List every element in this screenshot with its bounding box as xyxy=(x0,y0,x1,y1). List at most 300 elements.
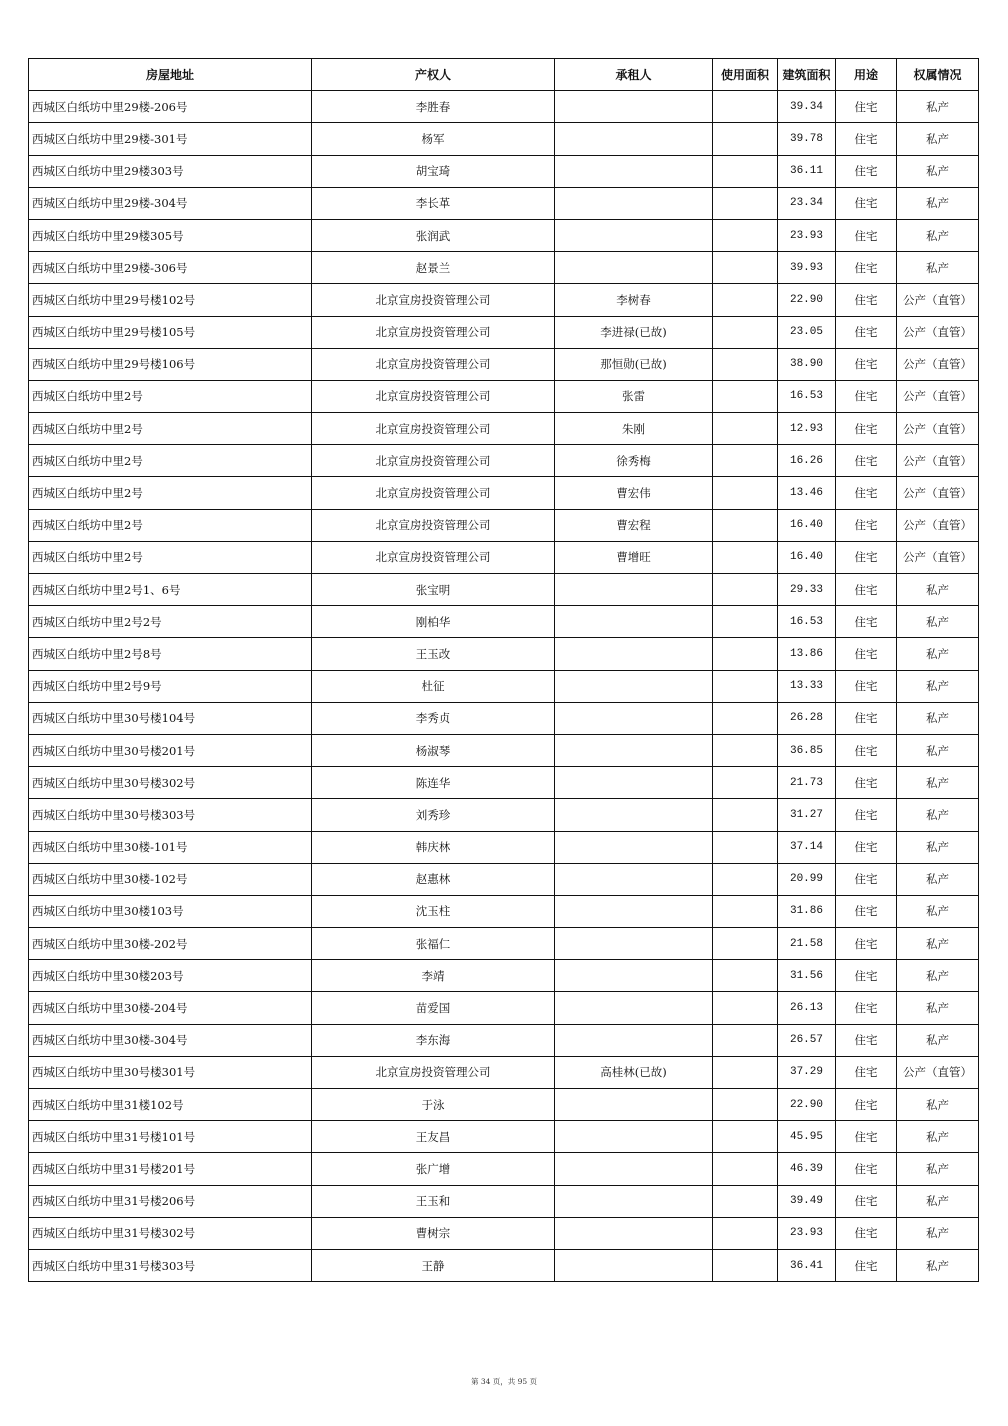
address-cell: 西城区白纸坊中里2号8号 xyxy=(29,638,312,670)
usage-cell: 住宅 xyxy=(836,413,897,445)
usage-cell: 住宅 xyxy=(836,670,897,702)
address-cell: 西城区白纸坊中里2号 xyxy=(29,541,312,573)
usable-area-cell xyxy=(713,1185,778,1217)
header-owner: 产权人 xyxy=(312,59,555,91)
tenant-cell xyxy=(555,702,713,734)
usable-area-cell xyxy=(713,992,778,1024)
header-address: 房屋地址 xyxy=(29,59,312,91)
usable-area-cell xyxy=(713,1056,778,1088)
usage-cell: 住宅 xyxy=(836,123,897,155)
address-cell: 西城区白纸坊中里30楼-202号 xyxy=(29,928,312,960)
ownership-cell: 私产 xyxy=(897,1089,979,1121)
usable-area-cell xyxy=(713,187,778,219)
tenant-cell xyxy=(555,992,713,1024)
ownership-cell: 私产 xyxy=(897,702,979,734)
header-ownership: 权属情况 xyxy=(897,59,979,91)
ownership-cell: 私产 xyxy=(897,638,979,670)
usable-area-cell xyxy=(713,831,778,863)
tenant-cell: 李树春 xyxy=(555,284,713,316)
table-row xyxy=(29,734,979,766)
usage-cell: 住宅 xyxy=(836,799,897,831)
table-row xyxy=(29,252,979,284)
address-cell: 西城区白纸坊中里2号1、6号 xyxy=(29,574,312,606)
owner-cell: 北京宣房投资管理公司 xyxy=(312,316,555,348)
ownership-cell: 私产 xyxy=(897,1153,979,1185)
owner-cell: 李靖 xyxy=(312,960,555,992)
tenant-cell xyxy=(555,155,713,187)
table-body xyxy=(29,91,979,1282)
usage-cell: 住宅 xyxy=(836,638,897,670)
usage-cell: 住宅 xyxy=(836,509,897,541)
owner-cell: 赵惠林 xyxy=(312,863,555,895)
address-cell: 西城区白纸坊中里2号 xyxy=(29,477,312,509)
building-area-cell: 16.53 xyxy=(778,380,836,412)
usage-cell: 住宅 xyxy=(836,445,897,477)
usable-area-cell xyxy=(713,928,778,960)
usable-area-cell xyxy=(713,799,778,831)
table-header-row xyxy=(29,59,979,91)
owner-cell: 韩庆林 xyxy=(312,831,555,863)
usable-area-cell xyxy=(713,670,778,702)
table-row xyxy=(29,670,979,702)
usable-area-cell xyxy=(713,316,778,348)
table-row xyxy=(29,1024,979,1056)
usable-area-cell xyxy=(713,1089,778,1121)
tenant-cell xyxy=(555,574,713,606)
tenant-cell xyxy=(555,928,713,960)
table-row xyxy=(29,284,979,316)
table-row xyxy=(29,509,979,541)
table-row xyxy=(29,638,979,670)
header-building-area: 建筑面积 xyxy=(778,59,836,91)
ownership-cell: 私产 xyxy=(897,831,979,863)
owner-cell: 北京宣房投资管理公司 xyxy=(312,445,555,477)
address-cell: 西城区白纸坊中里30楼-304号 xyxy=(29,1024,312,1056)
usable-area-cell xyxy=(713,91,778,123)
building-area-cell: 39.93 xyxy=(778,252,836,284)
owner-cell: 胡宝琦 xyxy=(312,155,555,187)
ownership-cell: 私产 xyxy=(897,187,979,219)
usable-area-cell xyxy=(713,123,778,155)
address-cell: 西城区白纸坊中里30号楼301号 xyxy=(29,1056,312,1088)
building-area-cell: 12.93 xyxy=(778,413,836,445)
table-row xyxy=(29,380,979,412)
tenant-cell: 徐秀梅 xyxy=(555,445,713,477)
owner-cell: 张广增 xyxy=(312,1153,555,1185)
tenant-cell: 曹宏程 xyxy=(555,509,713,541)
tenant-cell: 曹增旺 xyxy=(555,541,713,573)
tenant-cell xyxy=(555,831,713,863)
table-row xyxy=(29,1185,979,1217)
owner-cell: 李东海 xyxy=(312,1024,555,1056)
usage-cell: 住宅 xyxy=(836,1249,897,1281)
ownership-cell: 私产 xyxy=(897,863,979,895)
ownership-cell: 私产 xyxy=(897,928,979,960)
owner-cell: 曹树宗 xyxy=(312,1217,555,1249)
tenant-cell: 李进禄(已故) xyxy=(555,316,713,348)
table-row xyxy=(29,1089,979,1121)
owner-cell: 王友昌 xyxy=(312,1121,555,1153)
address-cell: 西城区白纸坊中里29楼-206号 xyxy=(29,91,312,123)
usable-area-cell xyxy=(713,638,778,670)
building-area-cell: 36.11 xyxy=(778,155,836,187)
page-number: 第 34 页，共 95 页 xyxy=(470,1377,538,1386)
header-tenant: 承租人 xyxy=(555,59,713,91)
usable-area-cell xyxy=(713,702,778,734)
address-cell: 西城区白纸坊中里29楼305号 xyxy=(29,219,312,251)
usable-area-cell xyxy=(713,348,778,380)
table-row xyxy=(29,1121,979,1153)
owner-cell: 沈玉柱 xyxy=(312,895,555,927)
usage-cell: 住宅 xyxy=(836,960,897,992)
building-area-cell: 39.49 xyxy=(778,1185,836,1217)
ownership-cell: 私产 xyxy=(897,123,979,155)
table-row xyxy=(29,702,979,734)
owner-cell: 北京宣房投资管理公司 xyxy=(312,477,555,509)
usage-cell: 住宅 xyxy=(836,477,897,509)
table-row xyxy=(29,91,979,123)
building-area-cell: 26.28 xyxy=(778,702,836,734)
building-area-cell: 37.29 xyxy=(778,1056,836,1088)
address-cell: 西城区白纸坊中里31楼102号 xyxy=(29,1089,312,1121)
address-cell: 西城区白纸坊中里2号2号 xyxy=(29,606,312,638)
usable-area-cell xyxy=(713,509,778,541)
ownership-cell: 私产 xyxy=(897,734,979,766)
table-row xyxy=(29,992,979,1024)
address-cell: 西城区白纸坊中里29楼-306号 xyxy=(29,252,312,284)
ownership-cell: 私产 xyxy=(897,219,979,251)
usage-cell: 住宅 xyxy=(836,155,897,187)
building-area-cell: 20.99 xyxy=(778,863,836,895)
usable-area-cell xyxy=(713,541,778,573)
tenant-cell xyxy=(555,123,713,155)
address-cell: 西城区白纸坊中里30楼-204号 xyxy=(29,992,312,1024)
address-cell: 西城区白纸坊中里31号楼201号 xyxy=(29,1153,312,1185)
building-area-cell: 38.90 xyxy=(778,348,836,380)
address-cell: 西城区白纸坊中里2号 xyxy=(29,509,312,541)
usable-area-cell xyxy=(713,1153,778,1185)
tenant-cell xyxy=(555,767,713,799)
ownership-cell: 公产（直管） xyxy=(897,380,979,412)
building-area-cell: 39.34 xyxy=(778,91,836,123)
ownership-cell: 私产 xyxy=(897,799,979,831)
building-area-cell: 31.27 xyxy=(778,799,836,831)
usable-area-cell xyxy=(713,895,778,927)
ownership-cell: 私产 xyxy=(897,155,979,187)
ownership-cell: 私产 xyxy=(897,574,979,606)
usable-area-cell xyxy=(713,413,778,445)
usable-area-cell xyxy=(713,477,778,509)
building-area-cell: 16.26 xyxy=(778,445,836,477)
address-cell: 西城区白纸坊中里31号楼303号 xyxy=(29,1249,312,1281)
ownership-cell: 私产 xyxy=(897,91,979,123)
building-area-cell: 16.40 xyxy=(778,509,836,541)
table-row xyxy=(29,316,979,348)
building-area-cell: 29.33 xyxy=(778,574,836,606)
building-area-cell: 21.58 xyxy=(778,928,836,960)
owner-cell: 杨军 xyxy=(312,123,555,155)
owner-cell: 刘秀珍 xyxy=(312,799,555,831)
building-area-cell: 13.86 xyxy=(778,638,836,670)
owner-cell: 王玉和 xyxy=(312,1185,555,1217)
usage-cell: 住宅 xyxy=(836,219,897,251)
tenant-cell xyxy=(555,638,713,670)
table-row xyxy=(29,831,979,863)
address-cell: 西城区白纸坊中里29号楼106号 xyxy=(29,348,312,380)
table-row xyxy=(29,606,979,638)
usable-area-cell xyxy=(713,767,778,799)
tenant-cell xyxy=(555,1217,713,1249)
address-cell: 西城区白纸坊中里29楼-301号 xyxy=(29,123,312,155)
usage-cell: 住宅 xyxy=(836,1056,897,1088)
owner-cell: 于泳 xyxy=(312,1089,555,1121)
owner-cell: 陈连华 xyxy=(312,767,555,799)
address-cell: 西城区白纸坊中里2号 xyxy=(29,413,312,445)
address-cell: 西城区白纸坊中里2号 xyxy=(29,445,312,477)
usage-cell: 住宅 xyxy=(836,1153,897,1185)
building-area-cell: 22.90 xyxy=(778,284,836,316)
tenant-cell xyxy=(555,1024,713,1056)
usage-cell: 住宅 xyxy=(836,767,897,799)
ownership-cell: 私产 xyxy=(897,1121,979,1153)
building-area-cell: 45.95 xyxy=(778,1121,836,1153)
usage-cell: 住宅 xyxy=(836,284,897,316)
building-area-cell: 23.93 xyxy=(778,1217,836,1249)
address-cell: 西城区白纸坊中里30楼103号 xyxy=(29,895,312,927)
tenant-cell xyxy=(555,1249,713,1281)
usage-cell: 住宅 xyxy=(836,702,897,734)
address-cell: 西城区白纸坊中里30号楼303号 xyxy=(29,799,312,831)
address-cell: 西城区白纸坊中里30号楼104号 xyxy=(29,702,312,734)
tenant-cell xyxy=(555,606,713,638)
tenant-cell xyxy=(555,895,713,927)
usage-cell: 住宅 xyxy=(836,1089,897,1121)
address-cell: 西城区白纸坊中里30楼-102号 xyxy=(29,863,312,895)
owner-cell: 杜征 xyxy=(312,670,555,702)
usage-cell: 住宅 xyxy=(836,895,897,927)
tenant-cell xyxy=(555,1121,713,1153)
usable-area-cell xyxy=(713,155,778,187)
ownership-cell: 私产 xyxy=(897,960,979,992)
table-row xyxy=(29,1056,979,1088)
ownership-cell: 公产（直管） xyxy=(897,509,979,541)
building-area-cell: 13.46 xyxy=(778,477,836,509)
owner-cell: 赵景兰 xyxy=(312,252,555,284)
address-cell: 西城区白纸坊中里31号楼302号 xyxy=(29,1217,312,1249)
building-area-cell: 22.90 xyxy=(778,1089,836,1121)
building-area-cell: 31.56 xyxy=(778,960,836,992)
table-row xyxy=(29,348,979,380)
owner-cell: 李胜春 xyxy=(312,91,555,123)
usage-cell: 住宅 xyxy=(836,1217,897,1249)
usage-cell: 住宅 xyxy=(836,348,897,380)
table-row xyxy=(29,123,979,155)
tenant-cell: 那恒勋(已故) xyxy=(555,348,713,380)
owner-cell: 北京宣房投资管理公司 xyxy=(312,284,555,316)
usable-area-cell xyxy=(713,445,778,477)
address-cell: 西城区白纸坊中里29楼-304号 xyxy=(29,187,312,219)
usable-area-cell xyxy=(713,606,778,638)
building-area-cell: 23.93 xyxy=(778,219,836,251)
ownership-cell: 私产 xyxy=(897,1024,979,1056)
building-area-cell: 26.57 xyxy=(778,1024,836,1056)
owner-cell: 张润武 xyxy=(312,219,555,251)
usage-cell: 住宅 xyxy=(836,91,897,123)
building-area-cell: 36.41 xyxy=(778,1249,836,1281)
ownership-cell: 私产 xyxy=(897,1249,979,1281)
building-area-cell: 21.73 xyxy=(778,767,836,799)
table-row xyxy=(29,928,979,960)
usage-cell: 住宅 xyxy=(836,316,897,348)
ownership-cell: 私产 xyxy=(897,895,979,927)
table-row xyxy=(29,187,979,219)
building-area-cell: 46.39 xyxy=(778,1153,836,1185)
ownership-cell: 公产（直管） xyxy=(897,316,979,348)
tenant-cell xyxy=(555,219,713,251)
building-area-cell: 37.14 xyxy=(778,831,836,863)
tenant-cell xyxy=(555,91,713,123)
tenant-cell: 曹宏伟 xyxy=(555,477,713,509)
usable-area-cell xyxy=(713,574,778,606)
ownership-cell: 私产 xyxy=(897,606,979,638)
table-row xyxy=(29,1217,979,1249)
tenant-cell: 高桂林(已故) xyxy=(555,1056,713,1088)
header-usable-area: 使用面积 xyxy=(713,59,778,91)
tenant-cell xyxy=(555,799,713,831)
ownership-cell: 公产（直管） xyxy=(897,413,979,445)
usage-cell: 住宅 xyxy=(836,1185,897,1217)
building-area-cell: 16.40 xyxy=(778,541,836,573)
table-row xyxy=(29,960,979,992)
address-cell: 西城区白纸坊中里29楼303号 xyxy=(29,155,312,187)
usage-cell: 住宅 xyxy=(836,734,897,766)
table-row xyxy=(29,155,979,187)
usage-cell: 住宅 xyxy=(836,863,897,895)
owner-cell: 杨淑琴 xyxy=(312,734,555,766)
usable-area-cell xyxy=(713,863,778,895)
usage-cell: 住宅 xyxy=(836,992,897,1024)
usable-area-cell xyxy=(713,734,778,766)
usable-area-cell xyxy=(713,1121,778,1153)
usable-area-cell xyxy=(713,284,778,316)
usage-cell: 住宅 xyxy=(836,606,897,638)
usage-cell: 住宅 xyxy=(836,187,897,219)
tenant-cell xyxy=(555,1153,713,1185)
tenant-cell xyxy=(555,863,713,895)
tenant-cell xyxy=(555,670,713,702)
usable-area-cell xyxy=(713,1217,778,1249)
tenant-cell: 朱刚 xyxy=(555,413,713,445)
ownership-cell: 私产 xyxy=(897,670,979,702)
ownership-cell: 私产 xyxy=(897,767,979,799)
owner-cell: 张福仁 xyxy=(312,928,555,960)
usage-cell: 住宅 xyxy=(836,541,897,573)
building-area-cell: 13.33 xyxy=(778,670,836,702)
usage-cell: 住宅 xyxy=(836,574,897,606)
owner-cell: 张宝明 xyxy=(312,574,555,606)
tenant-cell xyxy=(555,187,713,219)
building-area-cell: 36.85 xyxy=(778,734,836,766)
usable-area-cell xyxy=(713,960,778,992)
address-cell: 西城区白纸坊中里29号楼102号 xyxy=(29,284,312,316)
building-area-cell: 23.34 xyxy=(778,187,836,219)
header-usage: 用途 xyxy=(836,59,897,91)
usage-cell: 住宅 xyxy=(836,1024,897,1056)
owner-cell: 北京宣房投资管理公司 xyxy=(312,413,555,445)
address-cell: 西城区白纸坊中里30楼-101号 xyxy=(29,831,312,863)
owner-cell: 北京宣房投资管理公司 xyxy=(312,1056,555,1088)
ownership-cell: 公产（直管） xyxy=(897,477,979,509)
address-cell: 西城区白纸坊中里31号楼101号 xyxy=(29,1121,312,1153)
building-area-cell: 16.53 xyxy=(778,606,836,638)
usable-area-cell xyxy=(713,219,778,251)
ownership-cell: 公产（直管） xyxy=(897,284,979,316)
owner-cell: 刚柏华 xyxy=(312,606,555,638)
address-cell: 西城区白纸坊中里2号9号 xyxy=(29,670,312,702)
usage-cell: 住宅 xyxy=(836,252,897,284)
usable-area-cell xyxy=(713,380,778,412)
address-cell: 西城区白纸坊中里30号楼201号 xyxy=(29,734,312,766)
table-row xyxy=(29,1249,979,1281)
tenant-cell xyxy=(555,734,713,766)
address-cell: 西城区白纸坊中里31号楼206号 xyxy=(29,1185,312,1217)
owner-cell: 北京宣房投资管理公司 xyxy=(312,509,555,541)
ownership-cell: 公产（直管） xyxy=(897,445,979,477)
table-row xyxy=(29,477,979,509)
table-row xyxy=(29,413,979,445)
table-row xyxy=(29,767,979,799)
ownership-cell: 私产 xyxy=(897,992,979,1024)
address-cell: 西城区白纸坊中里29号楼105号 xyxy=(29,316,312,348)
tenant-cell xyxy=(555,960,713,992)
ownership-cell: 公产（直管） xyxy=(897,348,979,380)
building-area-cell: 31.86 xyxy=(778,895,836,927)
owner-cell: 北京宣房投资管理公司 xyxy=(312,380,555,412)
ownership-cell: 私产 xyxy=(897,1217,979,1249)
property-table xyxy=(28,58,979,1282)
usable-area-cell xyxy=(713,252,778,284)
address-cell: 西城区白纸坊中里30楼203号 xyxy=(29,960,312,992)
table-row xyxy=(29,895,979,927)
table-row xyxy=(29,541,979,573)
owner-cell: 北京宣房投资管理公司 xyxy=(312,348,555,380)
usage-cell: 住宅 xyxy=(836,831,897,863)
tenant-cell: 张雷 xyxy=(555,380,713,412)
owner-cell: 苗爱国 xyxy=(312,992,555,1024)
usage-cell: 住宅 xyxy=(836,928,897,960)
table-row xyxy=(29,863,979,895)
table-row xyxy=(29,219,979,251)
tenant-cell xyxy=(555,1185,713,1217)
owner-cell: 王玉改 xyxy=(312,638,555,670)
address-cell: 西城区白纸坊中里30号楼302号 xyxy=(29,767,312,799)
usage-cell: 住宅 xyxy=(836,380,897,412)
usable-area-cell xyxy=(713,1024,778,1056)
building-area-cell: 23.05 xyxy=(778,316,836,348)
table-row xyxy=(29,1153,979,1185)
ownership-cell: 公产（直管） xyxy=(897,541,979,573)
table-row xyxy=(29,445,979,477)
building-area-cell: 39.78 xyxy=(778,123,836,155)
usable-area-cell xyxy=(713,1249,778,1281)
building-area-cell: 26.13 xyxy=(778,992,836,1024)
owner-cell: 李秀贞 xyxy=(312,702,555,734)
tenant-cell xyxy=(555,252,713,284)
address-cell: 西城区白纸坊中里2号 xyxy=(29,380,312,412)
table-row xyxy=(29,799,979,831)
ownership-cell: 私产 xyxy=(897,1185,979,1217)
owner-cell: 王静 xyxy=(312,1249,555,1281)
